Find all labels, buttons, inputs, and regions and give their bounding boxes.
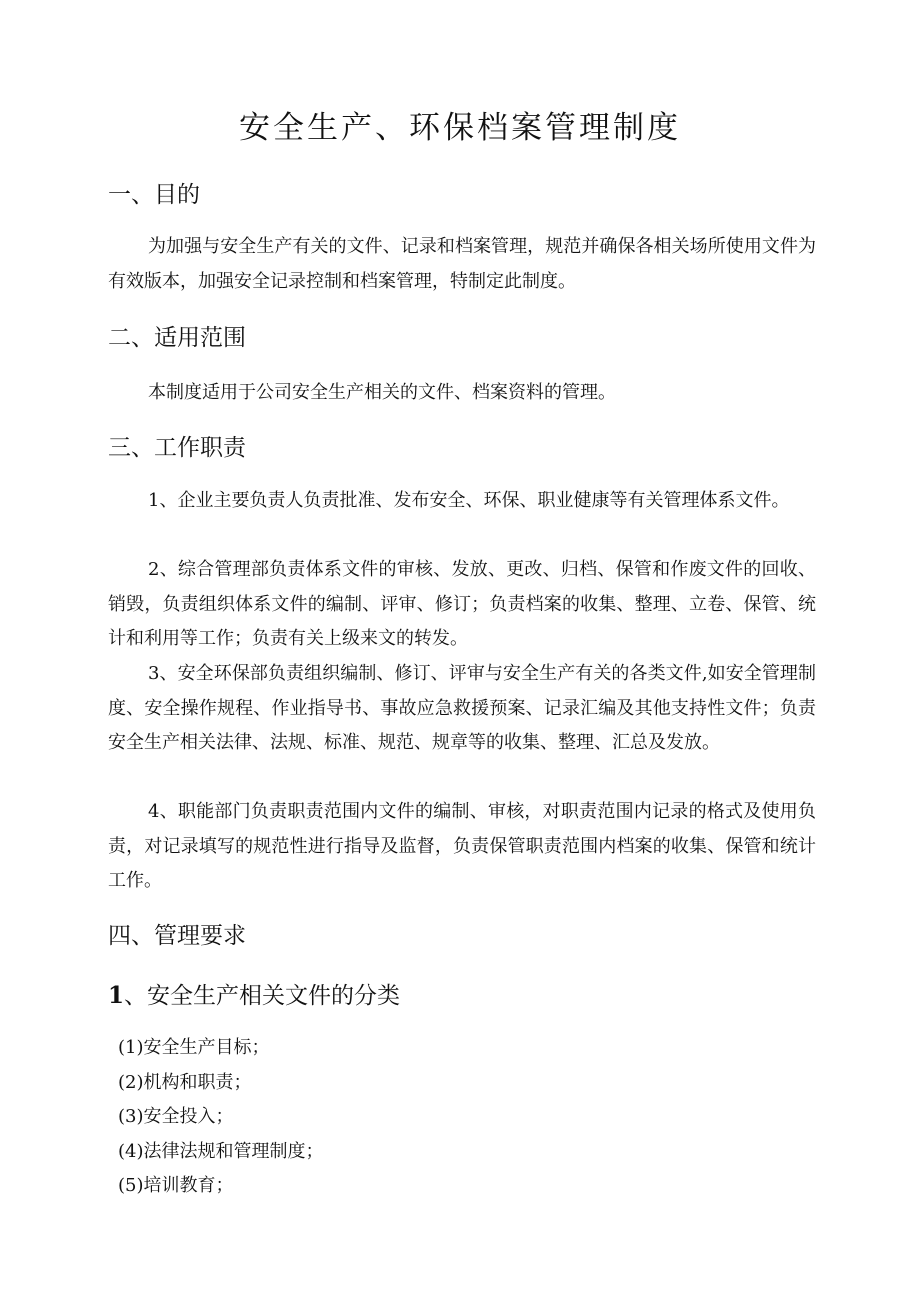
section-heading-responsibilities: 三、工作职责 — [108, 435, 246, 461]
document-title: 安全生产、环保档案管理制度 — [239, 110, 681, 146]
list-item: (2)机构和职责； — [118, 1071, 252, 1093]
subsection-number: 1 — [108, 982, 125, 1009]
responsibility-paragraph-2: 2、综合管理部负责体系文件的审核、发放、更改、归档、保管和作废文件的回收、销毁，负责组织体系文件的编制、评审、修订；负责档案的收集、整理、立卷、保管、统计和利用等工作；负责有关上级来文的转发。 — [108, 559, 816, 649]
list-item: (1)安全生产目标； — [118, 1037, 270, 1058]
responsibility-paragraph-1: 1、企业主要负责人负责批准、发布安全、环保、职业健康等有关管理体系文件。 — [148, 490, 790, 511]
purpose-paragraph: 为加强与安全生产有关的文件、记录和档案管理，规范并确保各相关场所使用文件为有效版本，加强安全记录控制和档案管理，特制定此制度。 — [108, 236, 816, 292]
subsection-title: 、安全生产相关文件的分类 — [124, 983, 401, 1009]
responsibility-paragraph-4: 4、职能部门负责职责范围内文件的编制、审核，对职责范围内记录的格式及使用负责，对记录填写的规范性进行指导及监督，负责保管职责范围内档案的收集、保管和统计工作。 — [108, 801, 816, 891]
scope-paragraph: 本制度适用于公司安全生产相关的文件、档案资料的管理。 — [148, 382, 616, 403]
list-item: (5)培训教育； — [118, 1175, 234, 1196]
subsection-heading-classification — [108, 980, 400, 1012]
classification-list — [118, 1031, 324, 1204]
section-heading-management: 四、管理要求 — [108, 923, 246, 949]
list-item: (4)法律法规和管理制度； — [118, 1140, 324, 1162]
list-item: (3)安全投入； — [118, 1106, 234, 1127]
section-heading-purpose: 一、目的 — [108, 182, 200, 208]
responsibility-paragraph-3: 3、安全环保部负责组织编制、修订、评审与安全生产有关的各类文件,如安全管理制度、安全操作规程、作业指导书、事故应急救援预案、记录汇编及其他支持性文件；负责安全生产相关法律、法规、标准、规范、规章等的收集、整理、汇总及发放。 — [108, 663, 816, 753]
section-heading-scope: 二、适用范围 — [108, 325, 246, 351]
